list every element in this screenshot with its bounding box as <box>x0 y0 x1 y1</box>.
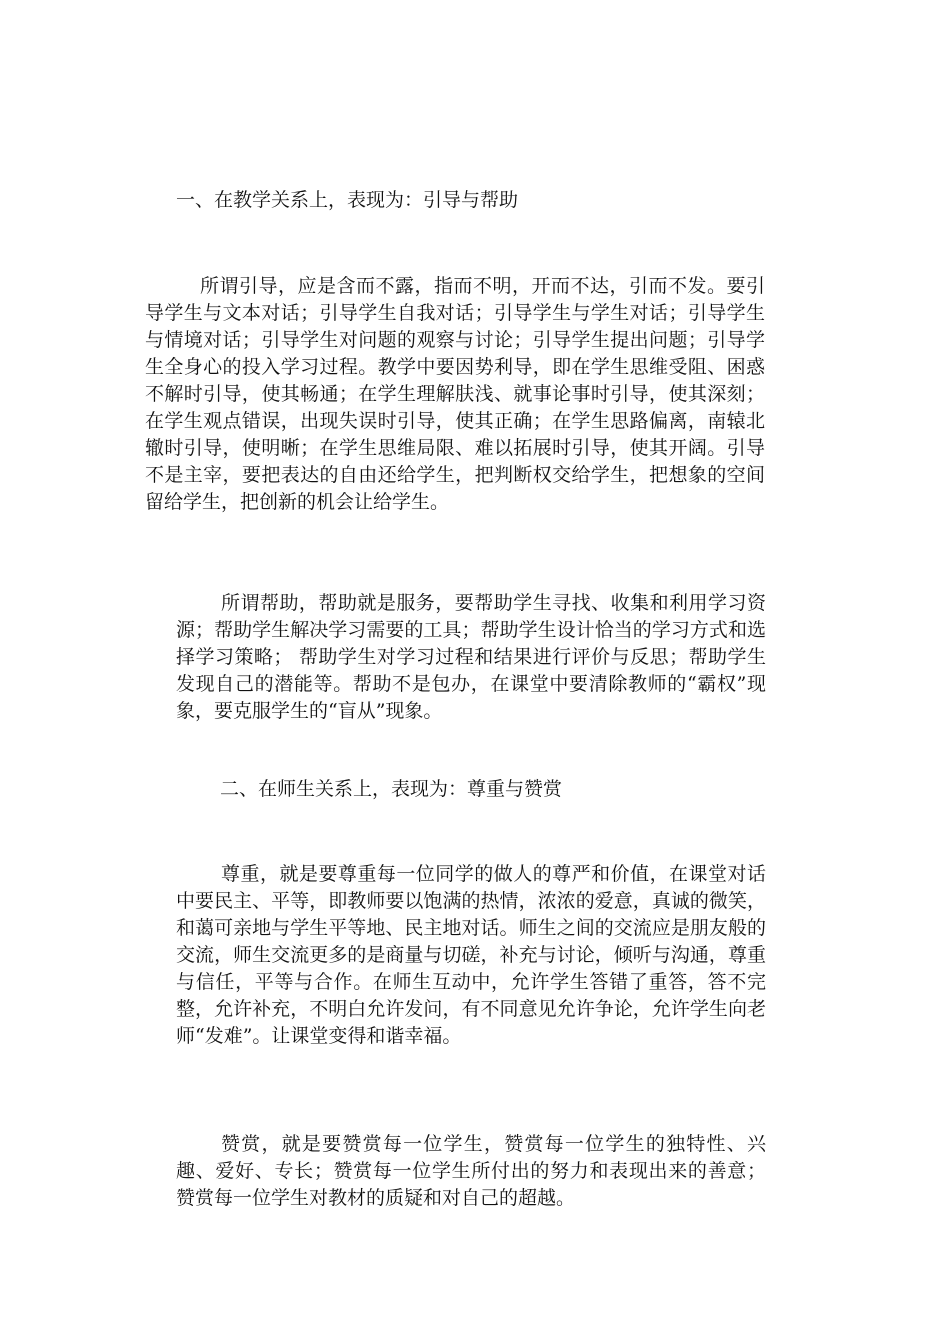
paragraph-guidance: 所谓引导，应是含而不露，指而不明，开而不达，引而不发。要引导学生与文本对话；引导学生自我对话；引导学生与学生对话；引导学生与情境对话；引导学生对问题的观察与讨论；引导学生提出问题；引导学生全身心的投入学习过程。教学中要因势利导，即在学生思维受阻、困惑不解时引导，使其畅通；在学生理解肤浅、就事论事时引导，使其深刻；在学生观点错误，出现失误时引导，使其正确；在学生思路偏离，南辕北辙时引导，使明晰；在学生思维局限、难以拓展时引导，使其开阔。引导不是主宰，要把表达的自由还给学生，把判断权交给学生，把想象的空间留给学生，把创新的机会让给学生。 <box>145 275 765 513</box>
section-heading-2: 二、在师生关系上，表现为：尊重与赞赏 <box>220 778 563 800</box>
paragraph-appreciation: 赞赏，就是要赞赏每一位学生，赞赏每一位学生的独特性、兴趣、爱好、专长；赞赏每一位学生所付出的努力和表现出来的善意； 赞赏每一位学生对教材的质疑和对自己的超越。 <box>176 1133 766 1209</box>
paragraph-help: 所谓帮助，帮助就是服务，要帮助学生寻找、收集和利用学习资源；帮助学生解决学习需要的工具；帮助学生设计恰当的学习方式和选择学习策略； 帮助学生对学习过程和结果进行评价与反思；帮助学生发现自己的潜能等。帮助不是包办，在课堂中要清除教师的“霸权”现象，要克服学生的“盲从”现象。 <box>176 592 766 722</box>
paragraph-respect: 尊重，就是要尊重每一位同学的做人的尊严和价值，在课堂对话中要民主、平等，即教师要以饱满的热情，浓浓的爱意，真诚的微笑，和蔼可亲地与学生平等地、民主地对话。师生之间的交流应是朋友般的交流，师生交流更多的是商量与切磋，补充与讨论，倾听与沟通，尊重与信任，平等与合作。在师生互动中，允许学生答错了重答，答不完整，允许补充，不明白允许发问，有不同意见允许争论，允许学生向老师“发难”。让课堂变得和谐幸福。 <box>176 863 766 1047</box>
section-heading-1: 一、在教学关系上，表现为：引导与帮助 <box>176 189 519 211</box>
